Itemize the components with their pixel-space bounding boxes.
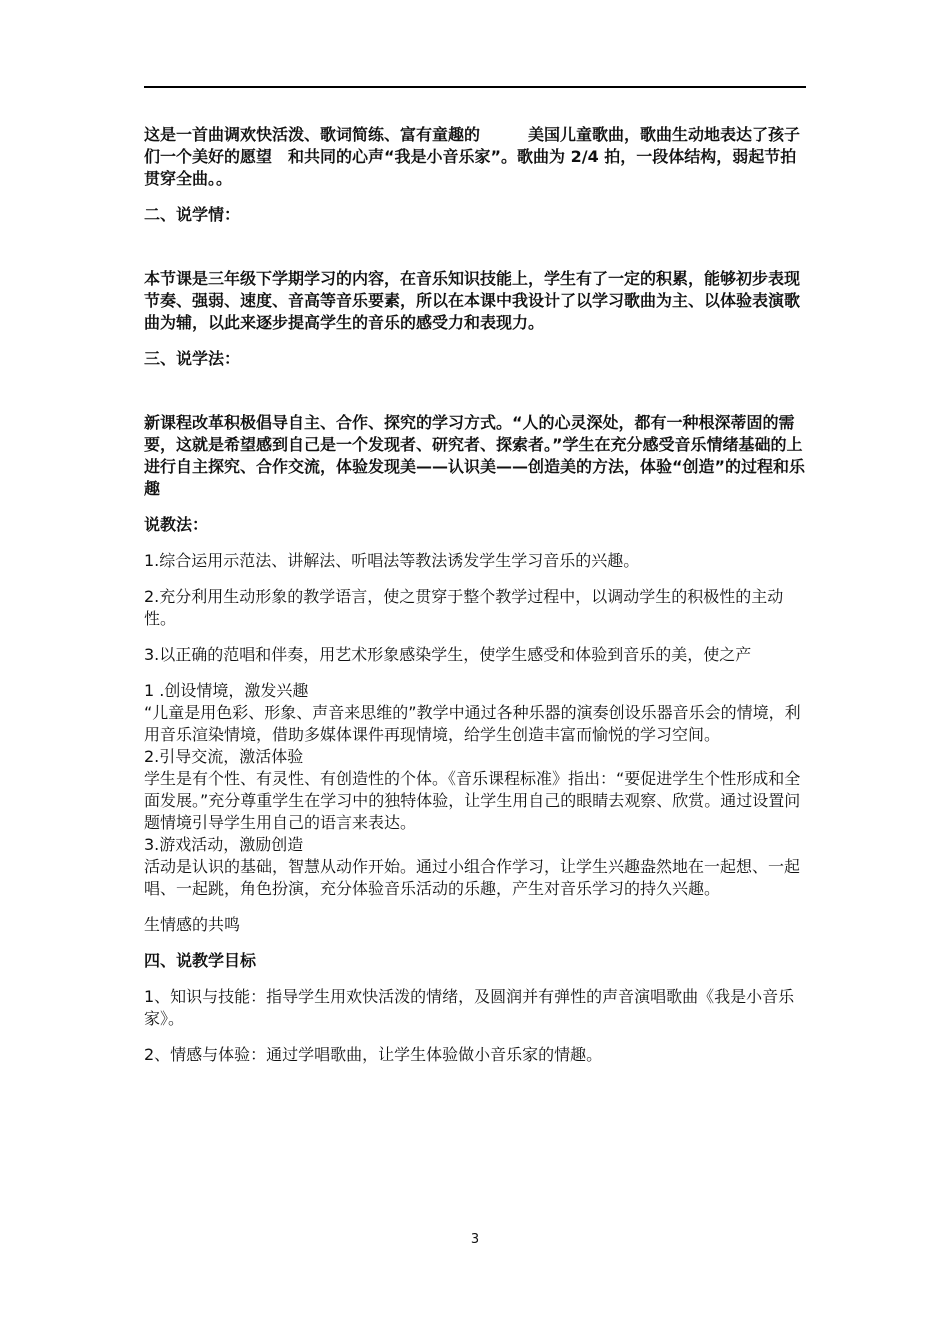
trailing-text: 生情感的共鸣: [144, 915, 241, 934]
subsection-text-3: 活动是认识的基础，智慧从动作开始。通过小组合作学习，让学生兴趣盎然地在一起想、一起唱、一起跳，角色扮演，充分体验音乐活动的乐趣，产生对音乐学习的持久兴趣。: [144, 857, 801, 898]
intro-paragraph: 这是一首曲调欢快活泼、歌词简练、富有童趣的 美国儿童歌曲，歌曲生动地表达了孩子们一个美好的愿望 和共同的心声“我是小音乐家”。歌曲为 2/4 拍，一段体结构，弱起节拍贯穿全曲。。: [144, 125, 801, 188]
subsection-title-3: 3.游戏活动，激励创造: [144, 835, 304, 854]
section-heading-learning-method: 三、说学法：: [144, 349, 241, 368]
subsection-text-2: 学生是有个性、有灵性、有创造性的个体。《音乐课程标准》指出：“要促进学生个性形成和全面发展。”充分尊重学生在学习中的独特体验，让学生用自己的眼睛去观察、欣赏。通过设置问题情境引导学生用自己的语言来表达。: [144, 769, 801, 832]
subsection-text-1: “儿童是用色彩、形象、声音来思维的”教学中通过各种乐器的演奏创设乐器音乐会的情境，利用音乐渲染情境，借助多媒体课件再现情境，给学生创造丰富而愉悦的学习空间。: [144, 703, 801, 744]
section-heading-teaching-goals: 四、说教学目标: [144, 951, 257, 970]
document-body: [144, 124, 806, 1066]
teaching-method-item-3: 3.以正确的范唱和伴奏，用艺术形象感染学生，使学生感受和体验到音乐的美，使之产: [144, 645, 752, 664]
subsection-title-2: 2.引导交流，激活体验: [144, 747, 304, 766]
section-heading-teaching-method: 说教法：: [144, 515, 209, 534]
header-rule: [144, 86, 806, 88]
learning-situation-paragraph: 本节课是三年级下学期学习的内容，在音乐知识技能上，学生有了一定的积累，能够初步表现节奏、强弱、速度、音高等音乐要素，所以在本课中我设计了以学习歌曲为主、以体验表演歌曲为辅，以此来逐步提高学生的音乐的感受力和表现力。: [144, 269, 801, 332]
teaching-method-item-1: 1.综合运用示范法、讲解法、听唱法等教法诱发学生学习音乐的兴趣。: [144, 551, 640, 570]
section-heading-learning-situation: 二、说学情：: [144, 205, 241, 224]
learning-method-paragraph: 新课程改革积极倡导自主、合作、探究的学习方式。“人的心灵深处，都有一种根深蒂固的需要，这就是希望感到自己是一个发现者、研究者、探索者。”学生在充分感受音乐情绪基础的上进行自主探究、合作交流，体验发现美——认识美——创造美的方法，体验“创造”的过程和乐趣: [144, 413, 806, 498]
teaching-method-item-2: 2.充分利用生动形象的教学语言，使之贯穿于整个教学过程中，以调动学生的积极性的主动性。: [144, 587, 784, 628]
subsection-title-1: 1 .创设情境，激发兴趣: [144, 681, 309, 700]
page-number: 3: [470, 1232, 480, 1247]
teaching-goal-2: 2、情感与体验：通过学唱歌曲，让学生体验做小音乐家的情趣。: [144, 1045, 603, 1064]
teaching-goal-1: 1、知识与技能：指导学生用欢快活泼的情绪，及圆润并有弹性的声音演唱歌曲《我是小音乐家》。: [144, 987, 795, 1028]
